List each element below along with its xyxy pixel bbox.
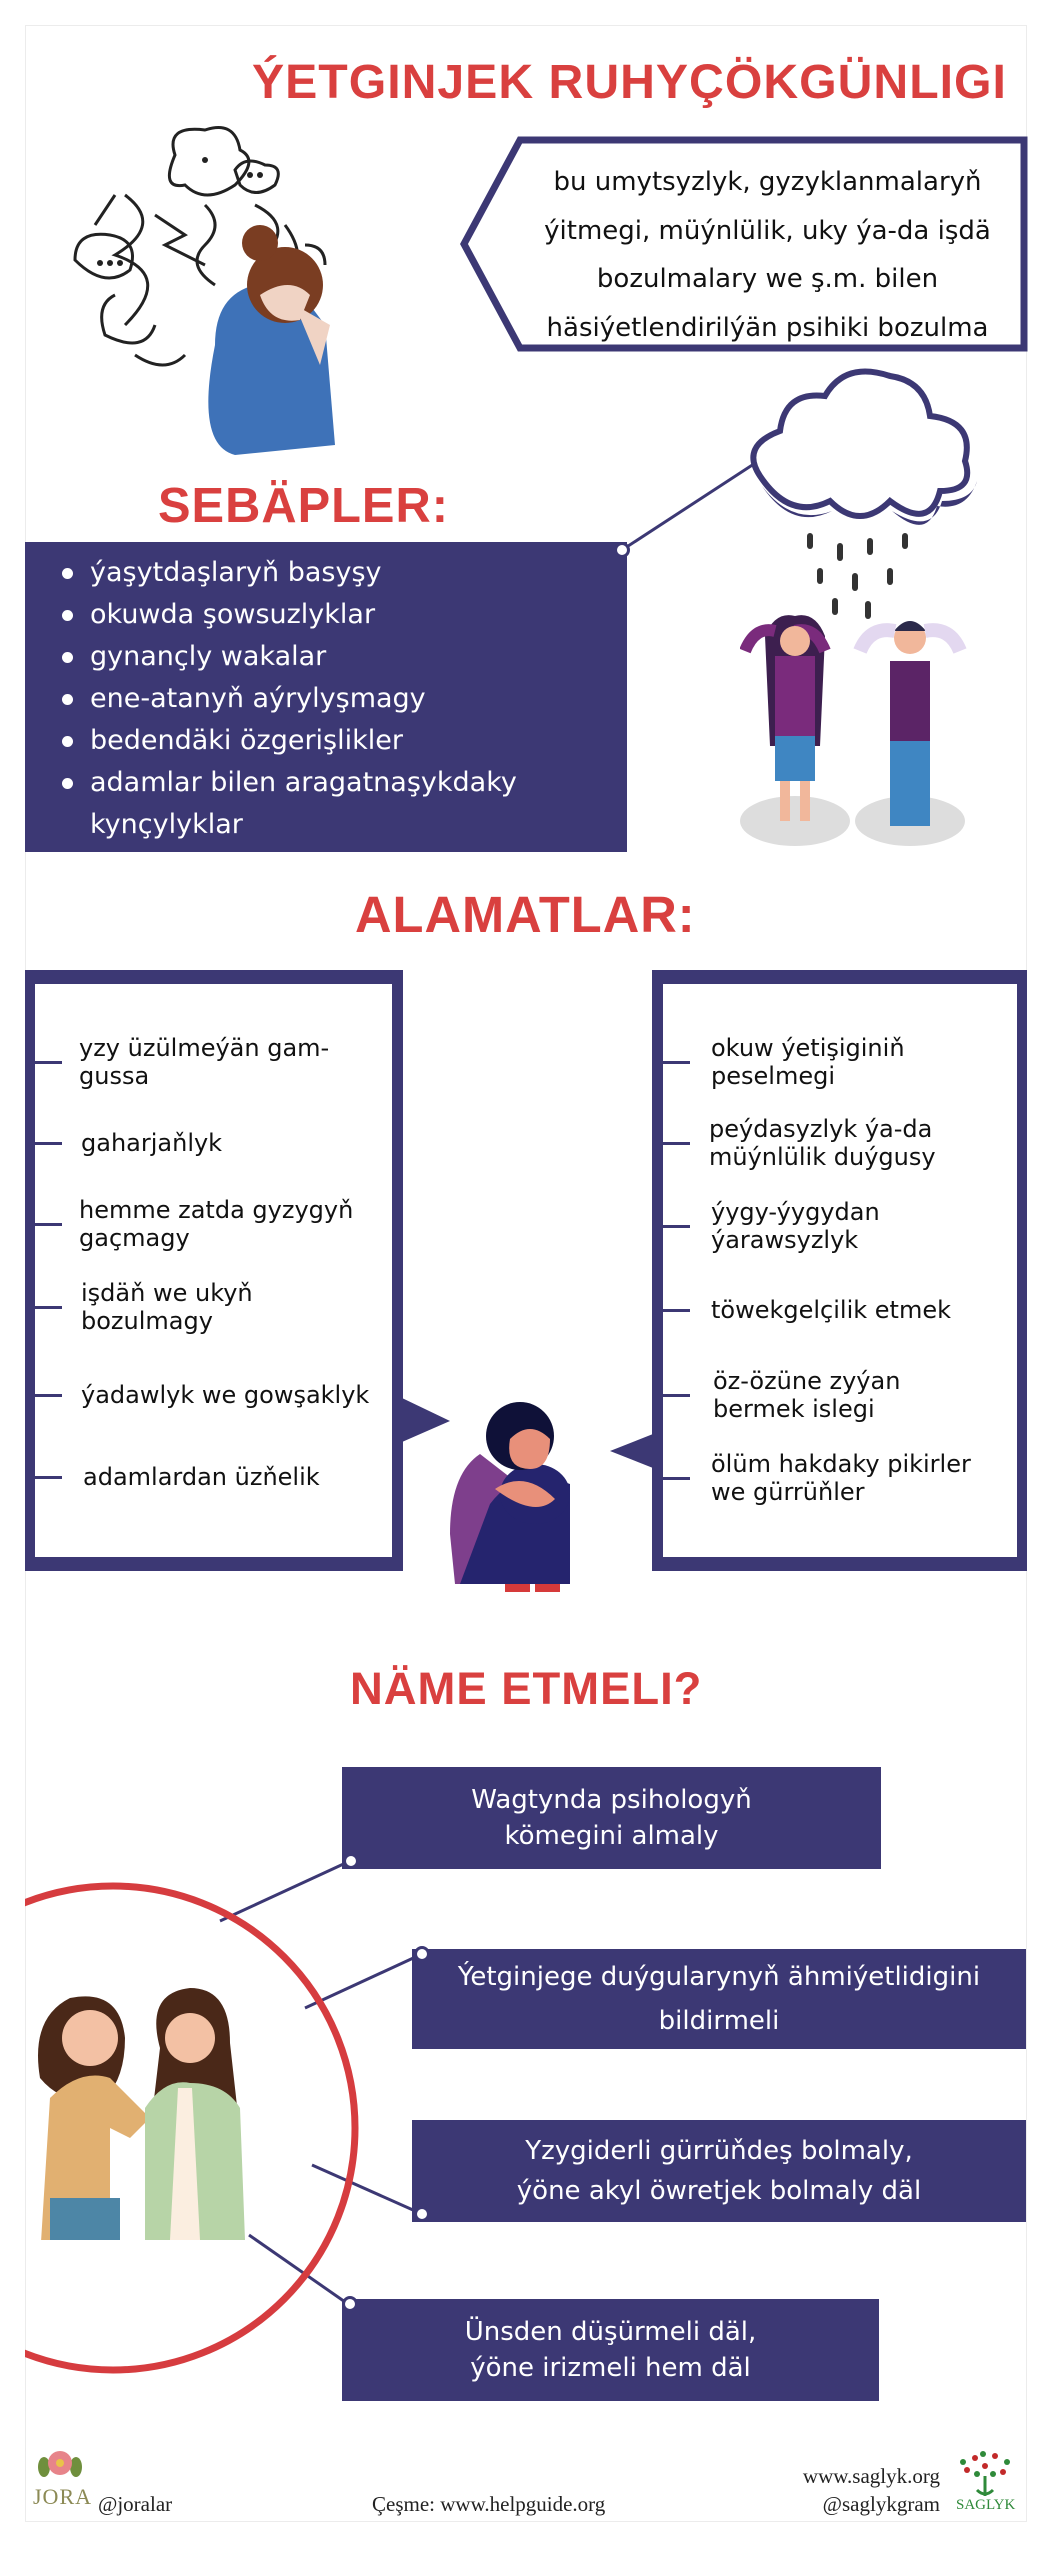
rain-cloud-teens-illustration — [740, 366, 990, 851]
symptom-item: adamlardan üzňelik — [83, 1463, 320, 1491]
jora-logo: JORA — [33, 2484, 93, 2509]
connector-dot — [342, 2296, 358, 2312]
action-box: Yzygiderli gürrüňdeş bolmaly, ýöne akyl öwretjek bolmaly däl — [412, 2120, 1026, 2222]
definition-text — [515, 158, 1020, 352]
cause-item: ene-atanyň aýrylyşmagy — [90, 678, 627, 720]
tick — [662, 1225, 690, 1228]
saglyk-handle: @saglykgram — [822, 2492, 940, 2516]
symptom-item: töwekgelçilik etmek — [711, 1296, 951, 1324]
definition-line: häsiýetlendirilýän psihiki bozulma — [546, 312, 989, 343]
action-box: Wagtynda psihologyň kömegini almaly — [342, 1767, 881, 1869]
symptom-item: yzy üzülmeýän gam-gussa — [79, 1034, 330, 1090]
saglyk-tree-icon — [955, 2450, 1015, 2498]
symptom-item: gaharjaňlyk — [81, 1129, 223, 1157]
tick — [662, 1394, 690, 1397]
cause-item: ýaşytdaşlaryň basyşy — [90, 552, 627, 594]
tick — [35, 1223, 62, 1226]
tick — [35, 1142, 62, 1145]
definition-line: bozulmalary we ş.m. bilen — [596, 264, 939, 294]
tick — [662, 1142, 690, 1145]
tick — [35, 1394, 62, 1397]
symptom-item: öz-özüne zyýan bermek islegi — [713, 1367, 901, 1423]
symptom-item: ölüm hakdaky pikirler we gürrüňler — [711, 1450, 971, 1506]
cause-item: gynançly wakalar — [90, 636, 627, 678]
definition-line: ýitmegi, müýnlülik, uky ýa-da işdä — [544, 215, 991, 246]
symptom-item: ýygy-ýygydan ýarawsyzlyk — [711, 1198, 880, 1254]
cause-item: okuwda şowsuzlyklar — [90, 594, 627, 636]
connector-dot — [414, 2206, 430, 2222]
causes-heading: SEBÄPLER: — [158, 479, 449, 533]
symptoms-heading: ALAMATLAR: — [355, 886, 696, 943]
jora-flower-icon — [32, 2449, 88, 2479]
symptom-item: peýdasyzlyk ýa-da müýnlülik duýgusy — [709, 1115, 936, 1171]
saglyk-logo-text: SAGLYK — [956, 2497, 1016, 2513]
action-box: Ünsden düşürmeli däl, ýöne irizmeli hem däl — [342, 2299, 879, 2401]
cause-item: adamlar bilen aragatnaşykdaky kynçylyklar — [90, 762, 530, 846]
connector-dot — [343, 1853, 359, 1869]
symptom-item: hemme zatda gyzygyň gaçmagy — [79, 1196, 354, 1252]
tick — [35, 1476, 62, 1479]
source-text: Çeşme: www.helpguide.org — [372, 2492, 606, 2516]
cause-item: bedendäki özgerişlikler — [90, 720, 627, 762]
tick — [35, 1306, 62, 1309]
right-box-pointer — [610, 1434, 654, 1470]
sad-girl-illustration — [440, 1394, 595, 1594]
stressed-woman-illustration — [55, 115, 375, 455]
tick — [662, 1477, 690, 1480]
symptom-item: işdäň we ukyň bozulmagy — [81, 1279, 253, 1335]
two-girls-illustration — [30, 1968, 260, 2240]
connector-dot — [414, 1946, 430, 1962]
definition-line: bu umytsyzlyk, gyzyklanmalaryň — [553, 167, 982, 197]
tick — [35, 1061, 62, 1064]
saglyk-site: www.saglyk.org — [802, 2464, 940, 2488]
symptom-item: okuw ýetişiginiň peselmegi — [711, 1034, 905, 1090]
causes-list — [25, 542, 627, 846]
jora-handle: @joralar — [98, 2492, 173, 2516]
action-box: Ýetginjege duýgularynyň ähmiýetlidigini bildirmeli — [412, 1949, 1026, 2049]
causes-box — [25, 542, 627, 852]
connector-dot — [614, 542, 630, 558]
actions-heading: NÄME ETMELI? — [350, 1663, 703, 1714]
tick — [662, 1309, 690, 1312]
tick — [662, 1061, 690, 1064]
symptom-item: ýadawlyk we gowşaklyk — [81, 1381, 370, 1409]
page-title: ÝETGINJEK RUHYÇÖKGÜNLIGI — [252, 55, 1007, 109]
